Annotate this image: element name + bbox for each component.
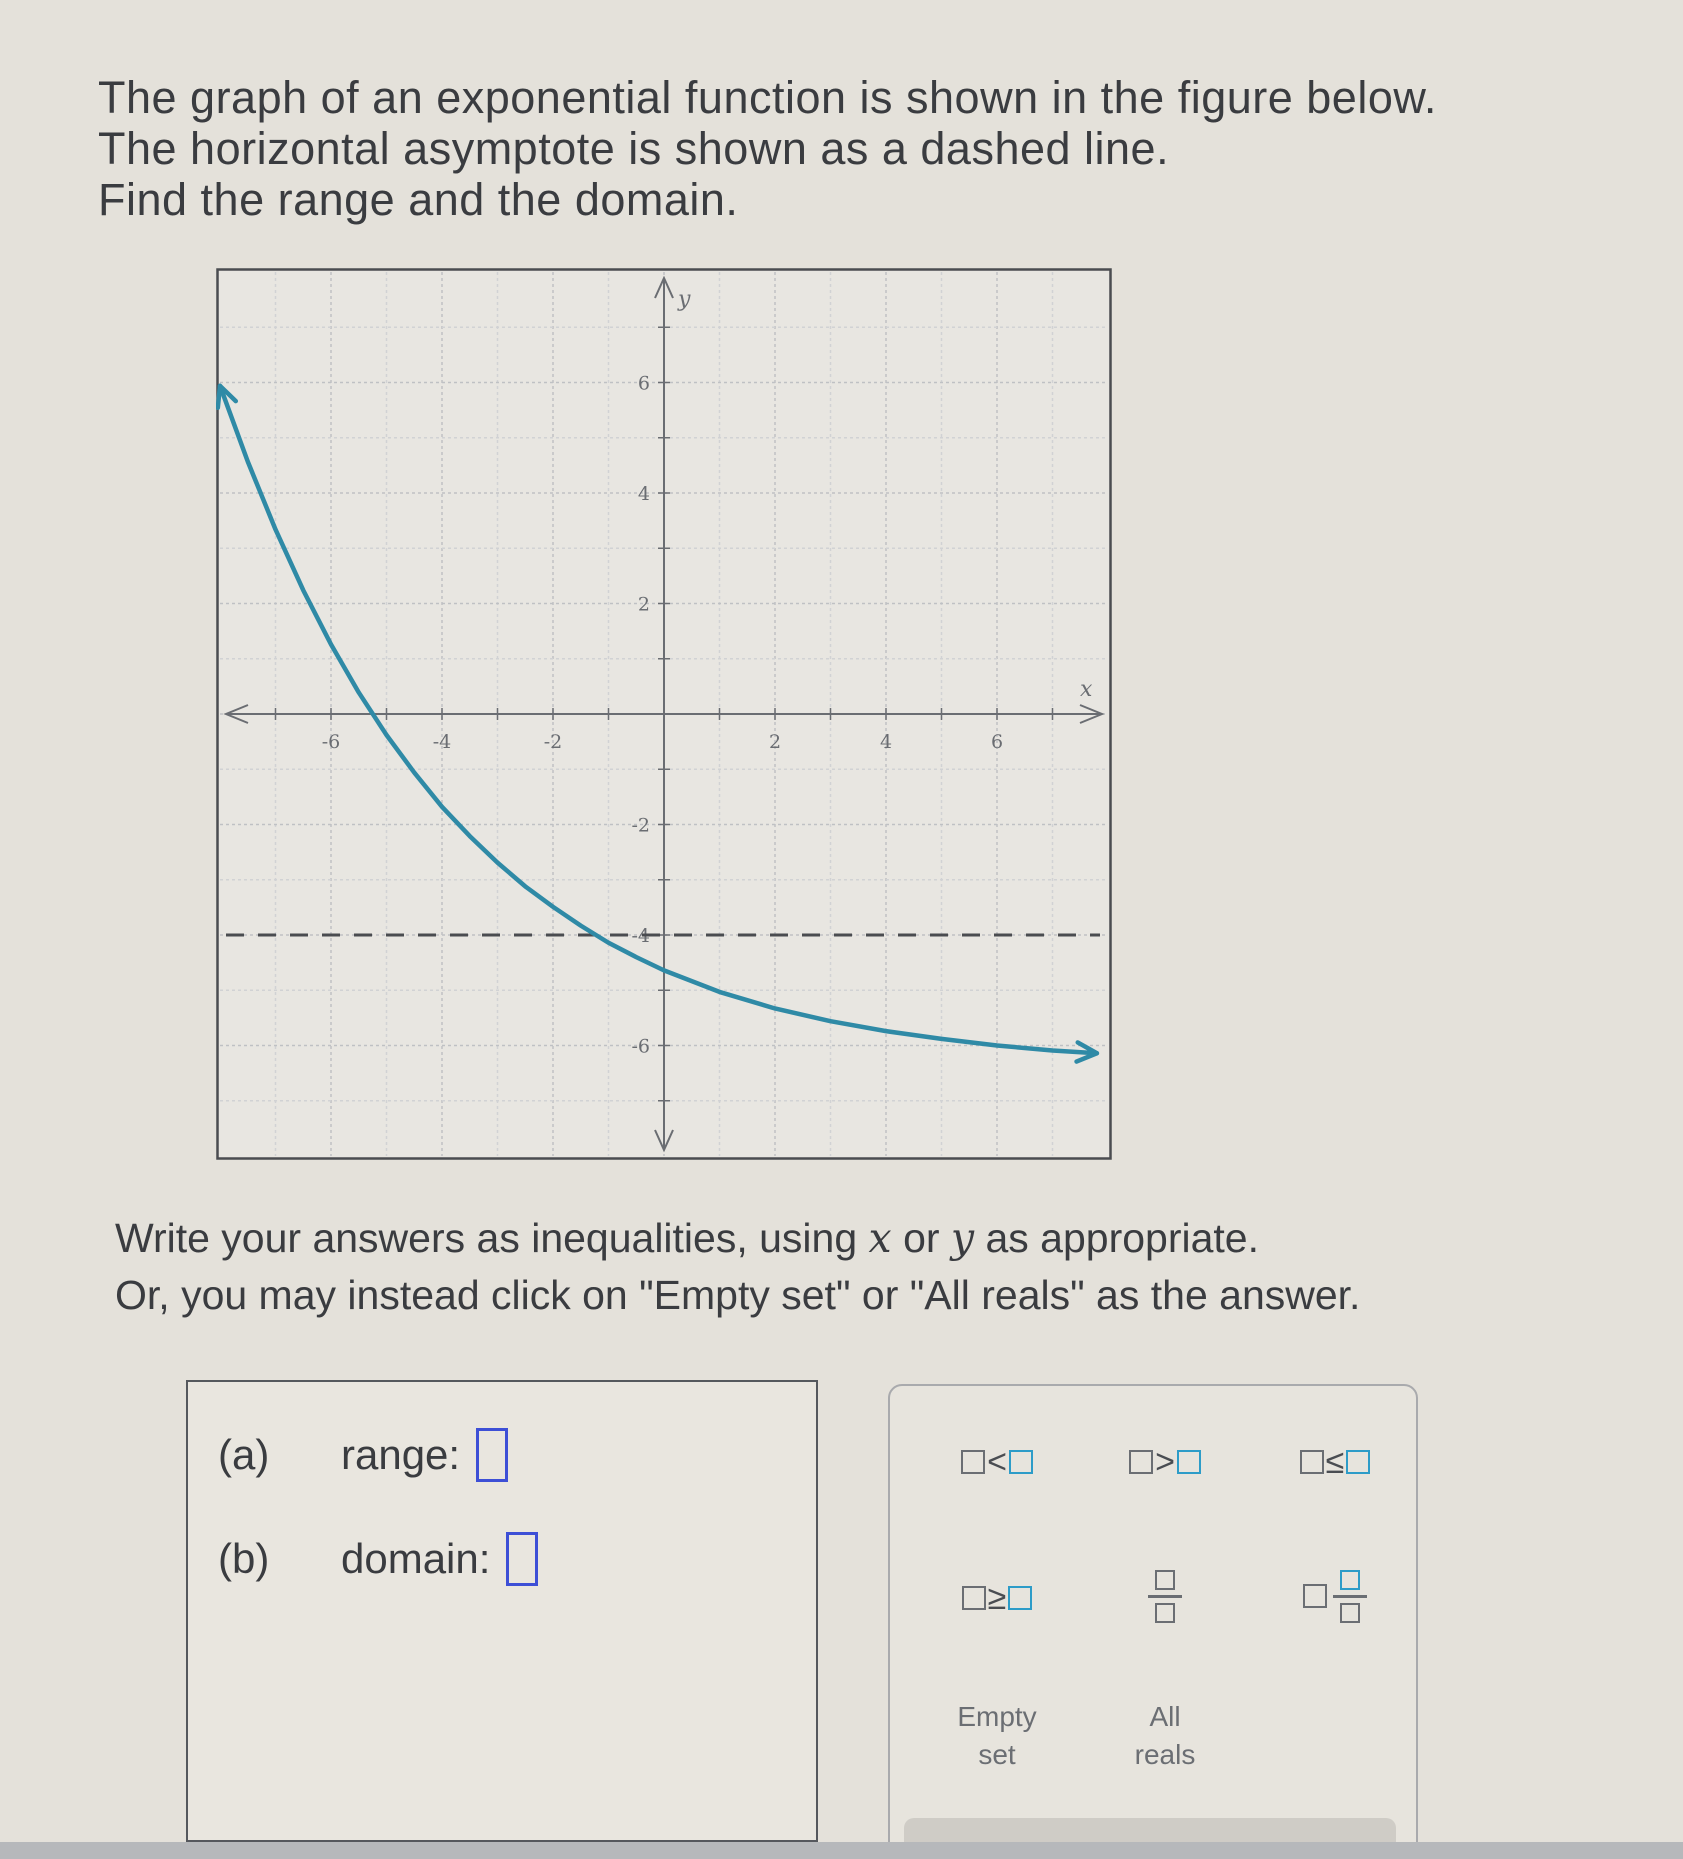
variable-y: y: [950, 1214, 975, 1262]
less-than-symbol: <: [987, 1442, 1007, 1481]
problem-statement: [98, 72, 1437, 225]
mixed-number-button[interactable]: [1270, 1546, 1400, 1646]
fraction-button[interactable]: [1100, 1546, 1230, 1646]
placeholder-box-icon: [961, 1450, 985, 1474]
fraction-icon: [1148, 1570, 1182, 1623]
empty-set-button[interactable]: [932, 1698, 1062, 1774]
all-reals-label-line-2: reals: [1134, 1739, 1196, 1770]
y-tick-label: 4: [637, 483, 650, 505]
placeholder-box-icon: [1129, 1450, 1153, 1474]
placeholder-box-icon: [1008, 1586, 1032, 1610]
y-axis-label: y: [678, 287, 691, 312]
x-tick-label: 2: [768, 731, 782, 753]
range-label: range:: [341, 1431, 461, 1478]
x-tick-label: -6: [321, 731, 341, 753]
empty-set-label-line-1: Empty: [957, 1701, 1037, 1732]
instructions-text-c: as appropriate.: [974, 1215, 1259, 1261]
x-tick-label: -4: [432, 731, 452, 753]
whole-number-box-icon: [1303, 1584, 1327, 1608]
x-tick-label: 6: [990, 731, 1004, 753]
all-reals-label-line-1: All: [1149, 1701, 1181, 1732]
y-tick-label: -6: [631, 1035, 650, 1058]
domain-row: [218, 1532, 538, 1586]
part-a-label: (a): [218, 1431, 270, 1478]
domain-input[interactable]: [506, 1532, 538, 1586]
mixed-fraction-icon: [1333, 1570, 1367, 1623]
placeholder-box-icon: [1177, 1450, 1201, 1474]
x-tick-label: 4: [879, 731, 893, 753]
greater-than-button[interactable]: [1100, 1422, 1230, 1502]
instructions-text-b: or: [891, 1215, 951, 1261]
answer-panel: [186, 1380, 818, 1842]
less-equal-button[interactable]: [1270, 1422, 1400, 1502]
placeholder-box-icon: [1346, 1450, 1370, 1474]
all-reals-button[interactable]: [1100, 1698, 1230, 1774]
prompt-line-1: The graph of an exponential function is shown in the figure below.: [98, 72, 1437, 123]
part-b-label: (b): [218, 1535, 270, 1582]
exponential-function-graph: [216, 268, 1112, 1160]
placeholder-box-icon: [1300, 1450, 1324, 1474]
placeholder-box-icon: [962, 1586, 986, 1610]
answer-instructions: [115, 1210, 1360, 1324]
range-input[interactable]: [476, 1428, 508, 1482]
prompt-line-2: The horizontal asymptote is shown as a dashed line.: [98, 123, 1170, 174]
y-tick-label: 2: [637, 593, 650, 616]
x-axis-label: x: [1080, 677, 1093, 702]
y-tick-label: -2: [631, 814, 650, 837]
y-tick-label: -4: [631, 925, 650, 947]
math-keypad: [888, 1384, 1418, 1858]
placeholder-box-icon: [1009, 1450, 1033, 1474]
y-tick-label: 6: [637, 372, 650, 395]
greater-than-symbol: >: [1155, 1442, 1175, 1481]
variable-x: x: [868, 1214, 892, 1262]
less-equal-symbol: ≤: [1325, 1442, 1345, 1481]
bottom-toolbar-strip: [0, 1842, 1683, 1859]
empty-set-label-line-2: set: [978, 1739, 1016, 1770]
greater-equal-symbol: ≥: [987, 1578, 1007, 1617]
instructions-line-2: Or, you may instead click on "Empty set" or "All reals" as the answer.: [115, 1272, 1361, 1318]
domain-label: domain:: [341, 1535, 491, 1582]
less-than-button[interactable]: [932, 1422, 1062, 1502]
x-tick-label: -2: [543, 731, 563, 753]
instructions-text-a: Write your answers as inequalities, using: [115, 1215, 869, 1261]
range-row: [218, 1428, 508, 1482]
prompt-line-3: Find the range and the domain.: [98, 174, 739, 225]
greater-equal-button[interactable]: [932, 1558, 1062, 1638]
